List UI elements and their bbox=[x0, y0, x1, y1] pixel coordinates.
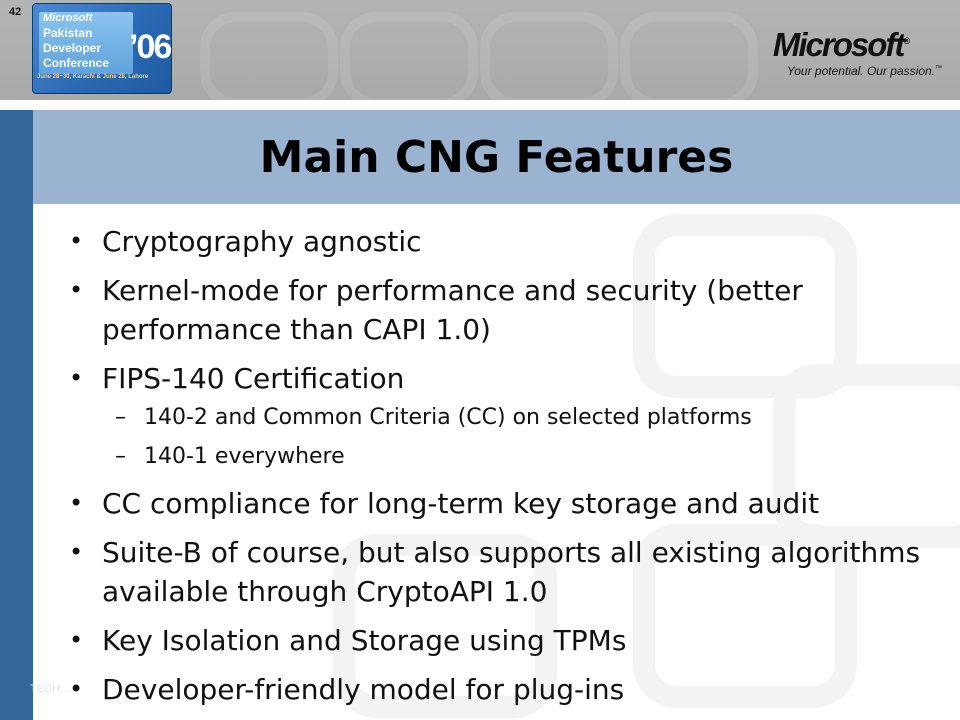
sub-bullet-marker: – bbox=[115, 405, 126, 430]
slide-header bbox=[0, 0, 960, 100]
bullet-marker: • bbox=[69, 675, 84, 703]
conference-logo-line3: Conference bbox=[43, 56, 110, 70]
bullet-item bbox=[33, 670, 960, 709]
sub-bullet-item bbox=[33, 404, 960, 431]
sub-bullet-item bbox=[33, 443, 960, 470]
sub-bullet-text: 140-1 everywhere bbox=[144, 444, 345, 469]
bullet-item bbox=[33, 222, 960, 261]
trademark-mark: ™ bbox=[935, 65, 942, 72]
conference-logo-brand: Microsoft bbox=[43, 12, 93, 24]
bullet-marker: • bbox=[69, 538, 84, 566]
conference-logo-year: ’06 bbox=[129, 28, 171, 66]
footer-text: TECH... bbox=[30, 683, 70, 695]
sub-bullet-marker: – bbox=[115, 444, 126, 469]
registered-mark: ® bbox=[903, 36, 910, 46]
header-watermark-shape bbox=[340, 12, 478, 100]
slide-title: Main CNG Features bbox=[259, 132, 734, 183]
microsoft-tagline bbox=[773, 64, 942, 78]
header-watermark-shape bbox=[200, 12, 338, 100]
title-band bbox=[33, 110, 960, 204]
bullet-item bbox=[33, 621, 960, 660]
left-sidebar-bar bbox=[0, 110, 33, 720]
conference-logo-dates: June 28~30, Karachi & June 28, Lahore bbox=[37, 74, 149, 80]
header-watermark-shape bbox=[480, 12, 618, 100]
bullet-text: Kernel-mode for performance and security (better performance than CAPI 1.0) bbox=[102, 274, 803, 346]
bullet-item bbox=[33, 359, 960, 398]
conference-logo-line2: Developer bbox=[43, 41, 102, 55]
microsoft-wordmark-text: Microsoft bbox=[772, 26, 904, 63]
bullet-list bbox=[33, 222, 960, 719]
bullet-text: Developer-friendly model for plug-ins bbox=[102, 673, 625, 706]
slide-content bbox=[33, 204, 960, 720]
conference-logo-line1: Pakistan bbox=[43, 26, 93, 40]
conference-logo bbox=[32, 3, 172, 94]
bullet-marker: • bbox=[69, 227, 84, 255]
bullet-item bbox=[33, 271, 960, 349]
bullet-item bbox=[33, 484, 960, 523]
sub-bullet-text: 140-2 and Common Criteria (CC) on selected platforms bbox=[144, 405, 752, 430]
microsoft-wordmark bbox=[773, 24, 910, 62]
bullet-text: FIPS-140 Certification bbox=[102, 362, 405, 395]
bullet-marker: • bbox=[69, 626, 84, 654]
page-number: 42 bbox=[9, 6, 22, 18]
bullet-marker: • bbox=[69, 489, 84, 517]
bullet-text: CC compliance for long-term key storage and audit bbox=[102, 487, 820, 520]
bullet-text: Suite-B of course, but also supports all existing algorithms available through CryptoAPI 1.0 bbox=[102, 536, 921, 608]
bullet-item bbox=[33, 533, 960, 611]
microsoft-tagline-text: Your potential. Our passion. bbox=[786, 64, 935, 78]
microsoft-logo bbox=[773, 24, 942, 78]
bullet-marker: • bbox=[69, 276, 84, 304]
header-watermark-shape bbox=[620, 12, 758, 100]
bullet-text: Cryptography agnostic bbox=[102, 225, 422, 258]
bullet-text: Key Isolation and Storage using TPMs bbox=[102, 624, 627, 657]
bullet-marker: • bbox=[69, 364, 84, 392]
